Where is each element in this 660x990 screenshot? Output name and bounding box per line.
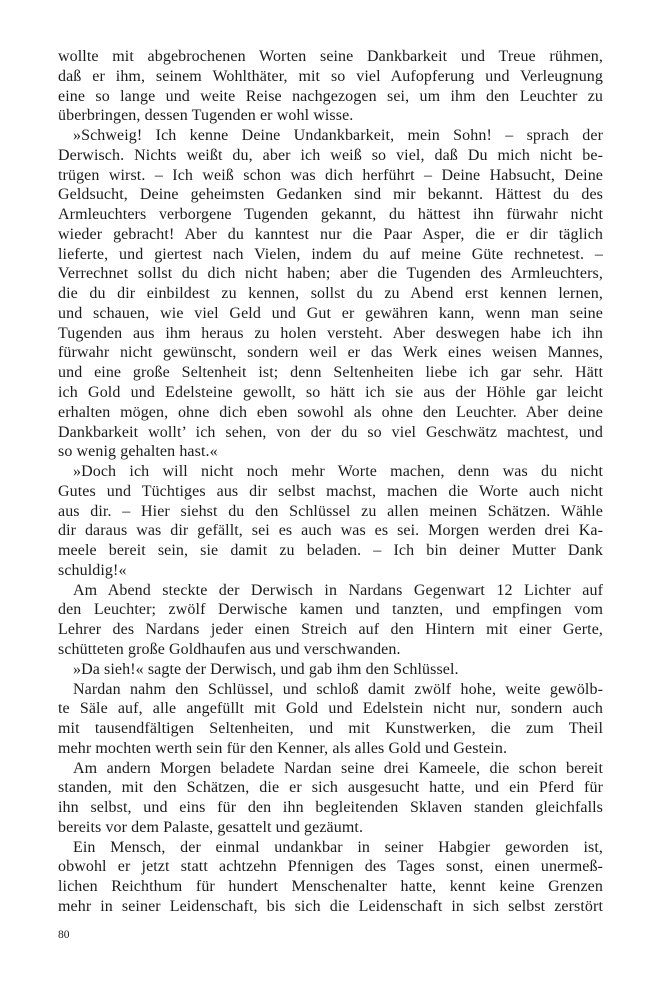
page-number: 80	[58, 929, 70, 941]
text-line: mehr mochten werth sein für den Kenner, als alles Gold und Gestein.	[58, 739, 508, 757]
text-line: wollte mit abgebrochenen Worten seine Dankbarkeit und Treue rühmen,	[58, 48, 603, 65]
text-line: lichen Reichthum für hundert Menschenalter hatte, kennt keine Grenzen	[58, 878, 603, 896]
text-line: Ein Mensch, der einmal undankbar in seiner Habgier geworden ist,	[73, 838, 603, 856]
text-line: »Doch ich will nicht noch mehr Worte machen, denn was du nicht	[73, 463, 603, 481]
text-line: mit tausendfältigen Seltenheiten, und mit Kunstwerken, die zum Theil	[58, 720, 603, 738]
text-line: und eine große Seltenheit ist; denn Seltenheiten liebe ich gar sehr. Hätt	[58, 364, 603, 382]
text-line: Am andern Morgen beladete Nardan seine drei Kameele, die schon bereit	[73, 759, 603, 777]
text-line: meele bereit sein, sie damit zu beladen. – Ich bin deiner Mutter Dank	[58, 542, 603, 560]
text-line: aus dir. – Hier siehst du den Schlüssel zu allen meinen Schätzen. Wähle	[58, 502, 603, 520]
text-line: Gutes und Tüchtiges aus dir selbst machst, machen die Worte auch nicht	[58, 482, 603, 500]
text-line: »Da sieh!« sagte der Derwisch, und gab ihm den Schlüssel.	[73, 660, 459, 678]
text-line: te Säle auf, alle angefüllt mit Gold und Edelstein nicht nur, sondern auch	[58, 700, 603, 718]
text-block	[58, 47, 603, 917]
text-line: daß er ihm, seinem Wohlthäter, mit so viel Aufopferung und Verleugnung	[58, 67, 603, 85]
text-line: den Leuchter; zwölf Derwische kamen und tanzten, und empfingen vom	[58, 601, 603, 619]
text-line: erhalten mögen, ohne dich eben sowohl als ohne den Leuchter. Aber deine	[58, 403, 603, 421]
text-line: Am Abend steckte der Derwisch in Nardans Gegenwart 12 Lichter auf	[73, 581, 603, 599]
text-line: Verrechnet sollst du dich nicht haben; aber die Tugenden des Armleuchters,	[58, 265, 603, 283]
text-line: obwohl er jetzt statt achtzehn Pfennigen des Tages sonst, einen unermeß-	[58, 858, 603, 876]
text-line: so wenig gehalten hast.«	[58, 443, 218, 461]
text-line: bereits vor dem Palaste, gesattelt und gezäumt.	[58, 818, 364, 836]
text-line: schuldig!«	[58, 561, 127, 579]
text-line: fürwahr nicht gewünscht, sondern weil er das Werk eines weisen Mannes,	[58, 344, 603, 362]
text-line: ihn selbst, und eins für den ihn begleitenden Sklaven standen gleichfalls	[58, 799, 603, 817]
text-line: die du dir einbildest zu kennen, sollst du zu Abend erst kennen lernen,	[58, 285, 603, 303]
text-line: mehr in seiner Leidenschaft, bis sich die Leidenschaft in sich selbst zerstört	[58, 897, 603, 915]
text-line: Dankbarkeit wollt’ ich sehen, von der du so viel Geschwätz machtest, und	[58, 423, 603, 441]
text-line: lieferte, und giertest nach Vielen, indem du auf meine Güte rechnetest. –	[58, 245, 603, 263]
text-line: Derwisch. Nichts weißt du, aber ich weiß so viel, daß Du mich nicht be-	[58, 146, 603, 164]
text-line: »Schweig! Ich kenne Deine Undankbarkeit, mein Sohn! – sprach der	[73, 127, 603, 145]
text-line: trügen wirst. – Ich weiß schon was dich herführt – Deine Habsucht, Deine	[58, 166, 603, 184]
text-line: ich Gold und Edelsteine gewollt, so hätt ich sie aus der Höhle gar leicht	[58, 384, 603, 402]
text-line: Lehrer des Nardans jeder einen Streich auf den Hintern mit einer Gerte,	[58, 621, 603, 639]
text-line: schütteten große Goldhaufen aus und verschwanden.	[58, 640, 401, 658]
text-line: dir daraus was dir gefällt, sei es auch was es sei. Morgen werden drei Ka-	[58, 522, 603, 540]
text-line: überbringen, dessen Tugenden er wohl wisse.	[58, 107, 354, 125]
text-line: Armleuchters verborgene Tugenden gekannt, du hättest ihn fürwahr nicht	[58, 206, 603, 224]
text-line: wieder gebracht! Aber du kanntest nur die Paar Asper, die er dir täglich	[58, 225, 603, 243]
text-line: und schauen, wie viel Geld und Gut er gewähren kann, wenn man seine	[58, 304, 603, 322]
text-line: Geldsucht, Deine geheimsten Gedanken sind mir bekannt. Hättest du des	[58, 186, 603, 204]
text-line: Nardan nahm den Schlüssel, und schloß damit zwölf hohe, weite gewölb-	[73, 680, 603, 698]
text-line: standen, mit den Schätzen, die er sich ausgesucht hatte, und ein Pferd für	[58, 779, 603, 797]
text-line: eine so lange und weite Reise nachgezogen sei, um ihm den Leuchter zu	[58, 87, 603, 105]
text-line: Tugenden aus ihm heraus zu holen versteht. Aber deswegen habe ich ihn	[58, 324, 603, 342]
